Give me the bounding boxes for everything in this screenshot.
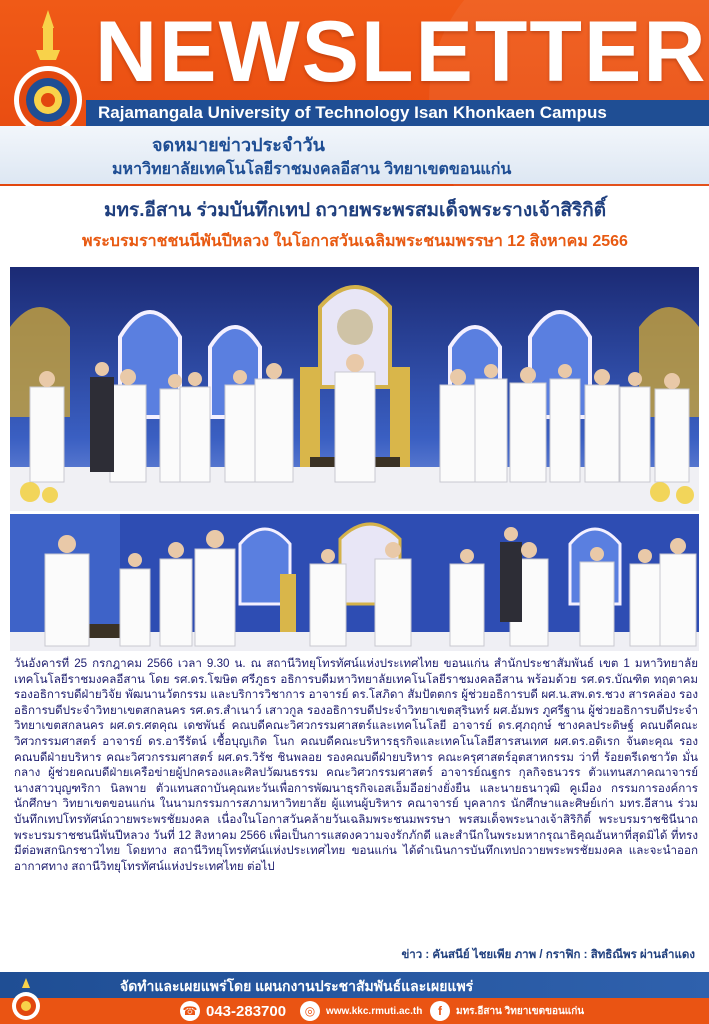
daily-label: จดหมายข่าวประจำวัน <box>152 135 325 155</box>
ceremony-photo-1 <box>10 267 699 511</box>
headline-secondary: พระบรมราชชนนีพันปีหลวง ในโอกาสวันเฉลิมพระชนมพรรษา 12 สิงหาคม 2566 <box>82 233 628 250</box>
university-logo-icon <box>10 8 86 140</box>
daily-banner <box>0 126 709 184</box>
newsletter-footer <box>0 972 709 1024</box>
produced-by: จัดทำและเผยแพร่โดย แผนกงานประชาสัมพันธ์และเผยแพร่ <box>120 978 474 994</box>
website-url: www.kkc.rmuti.ac.th <box>326 1005 423 1017</box>
headline-primary: มทร.อีสาน ร่วมบันทึกเทป ถวายพระพรสมเด็จพระรางเจ้าสิริกิติ์ <box>103 200 607 221</box>
news-credit: ข่าว : คันสนีย์ ไชยเพีย ภาพ / กราฟิก : สิทธิณีพร ผ่านลำแดง <box>401 949 695 961</box>
newsletter-title: NEWSLETTER <box>95 4 708 100</box>
phone-contact[interactable] <box>180 1000 286 1022</box>
website-link[interactable] <box>300 1000 422 1022</box>
footer-logo-icon <box>6 976 46 1022</box>
ceremony-photo-2 <box>10 514 699 651</box>
university-thai-name: มหาวิทยาลัยเทคโนโลยีราชมงคลอีสาน วิทยาเขตขอนแก่น <box>112 161 512 178</box>
globe-icon: ◎ <box>300 1001 320 1021</box>
facebook-page: มทร.อีสาน วิทยาเขตขอนแก่น <box>456 1005 585 1017</box>
newsletter-header <box>0 0 709 186</box>
facebook-link[interactable] <box>430 1000 584 1022</box>
phone-icon: ☎ <box>180 1001 200 1021</box>
facebook-icon: f <box>430 1001 450 1021</box>
phone-number: 043-283700 <box>206 1002 287 1020</box>
article-body: วันอังคารที่ 25 กรกฎาคม 2566 เวลา 9.30 น. ณ สถานีวิทยุโทรทัศน์แห่งประเทศไทย ขอนแก่น สำนักประชาสัมพันธ์ เขต 1 มหาวิทยาลัยเทคโนโลยีราชมงคลอีสาน โดย รศ.ดร.โฆษิต ศรีภูธร อธิการบดีมหาวิทยาลัยเทคโนโลยีราชมงคลอีสาน พร้อมด้วย รศ.ดร.บัณฑิต ทฤตาคม รองอธิการบดีฝ่ายวิจัย พัฒนานวัตกรรม และบริการวิชาการ อาจารย์ ดร.โสภิดา สัมปัตตกร ผู้ช่วยอธิการบดี ผศ.น.สพ.ดร.ชวง สารคล่อง รองอธิการบดีประจำวิทยาเขตสกลนคร รศ.ดร.สำเนาว์ เสาวกูล รองอธิการบดีประจำวิทยาเขตสุรินทร์ ผศ.อัมพร ภูศรีฐาน ผู้ช่วยอธิการบดีประจำวิทยาเขตสกลนคร ผศ.ดร.ศตคุณ เดชพันธ์ คณบดีคณะวิศวกรรมศาสตร์และเทคโนโลยี อาจารย์ ดร.ศุภฤกษ์ ชางคลประดิษฐ์ คณบดีคณะวิศวกรรมศาสตร์ อาจารย์ ดร.อารีรัตน์ เชื้อบุญเกิด โนก คณบดีคณะบริหารธุรกิจและเทคโนโลยีสารสนเทศ ผศ.ดร.อดิเรก จันตะคุณ รองคณบดีฝ่ายบริหาร คณะวิศวกรรมศาสตร์ ผศ.ดร.วิรัช ชินพลอย รองคณบดีฝ่ายบริหาร คณะครุศาสตร์อุตสาหกรรม ว่าที่ ร้อยตรีเดชาวัต มั่นกลาง ผู้ช่วยคณบดีฝ่ายเครือข่ายผู้ปกครองและศิลปวัฒนธรรม คณะวิศวกรรมศาสตร์ อาจารย์ณฐกร กุลกิจธนวรร ตัวแทนสภาคณาจารย์ นางสาวบุญฑริกา นิลพาย ตัวแทนสถาบันคุณหะวันเพื่อการพัฒนาธุรกิจเอสเอ็มอีอย่างยั่งยืน และนายธนาวุฒิ คูเมือง กรรมการองค์การนักศึกษา วิทยาเขตขอนแก่น ในนามกรรมการสภามหาวิทยาลัย ผู้แทนผู้บริหาร คณาจารย์ บุคลากร นักศึกษาและศิษย์เก่า มทร.อีสาน ร่วมบันทึกเทปโทรทัศน์ถวายพระพรชัยมงคล เนื่องในโอกาสวันคล้ายวันเฉลิมพระชนมพรรษา พรสมเด็จพระนางเจ้าสิริกิติ์ พระบรมราชชินีนาถ พระบรมราชชนนีพันปีหลวง วันที่ 12 สิงหาคม 2566 เพื่อเป็นการแสดงความจงรักภักดี และสำนึกในพระมหากรุณาธิคุณอันหาที่สุดมิได้ ที่ทรงมีต่อพสกนิกรชาวไทย โดยทาง สถานีวิทยุโทรทัศน์แห่งประเทศไทย ขอนแก่น ได้ดำเนินการบันทึกเทปถวายพระพรชัยมงคล และจะนำออกอากาศทาง สถานีวิทยุโทรทัศน์แห่งประเทศไทย ต่อไป <box>14 657 698 873</box>
campus-name: Rajamangala University of Technology Isan Khonkaen Campus <box>86 100 709 126</box>
